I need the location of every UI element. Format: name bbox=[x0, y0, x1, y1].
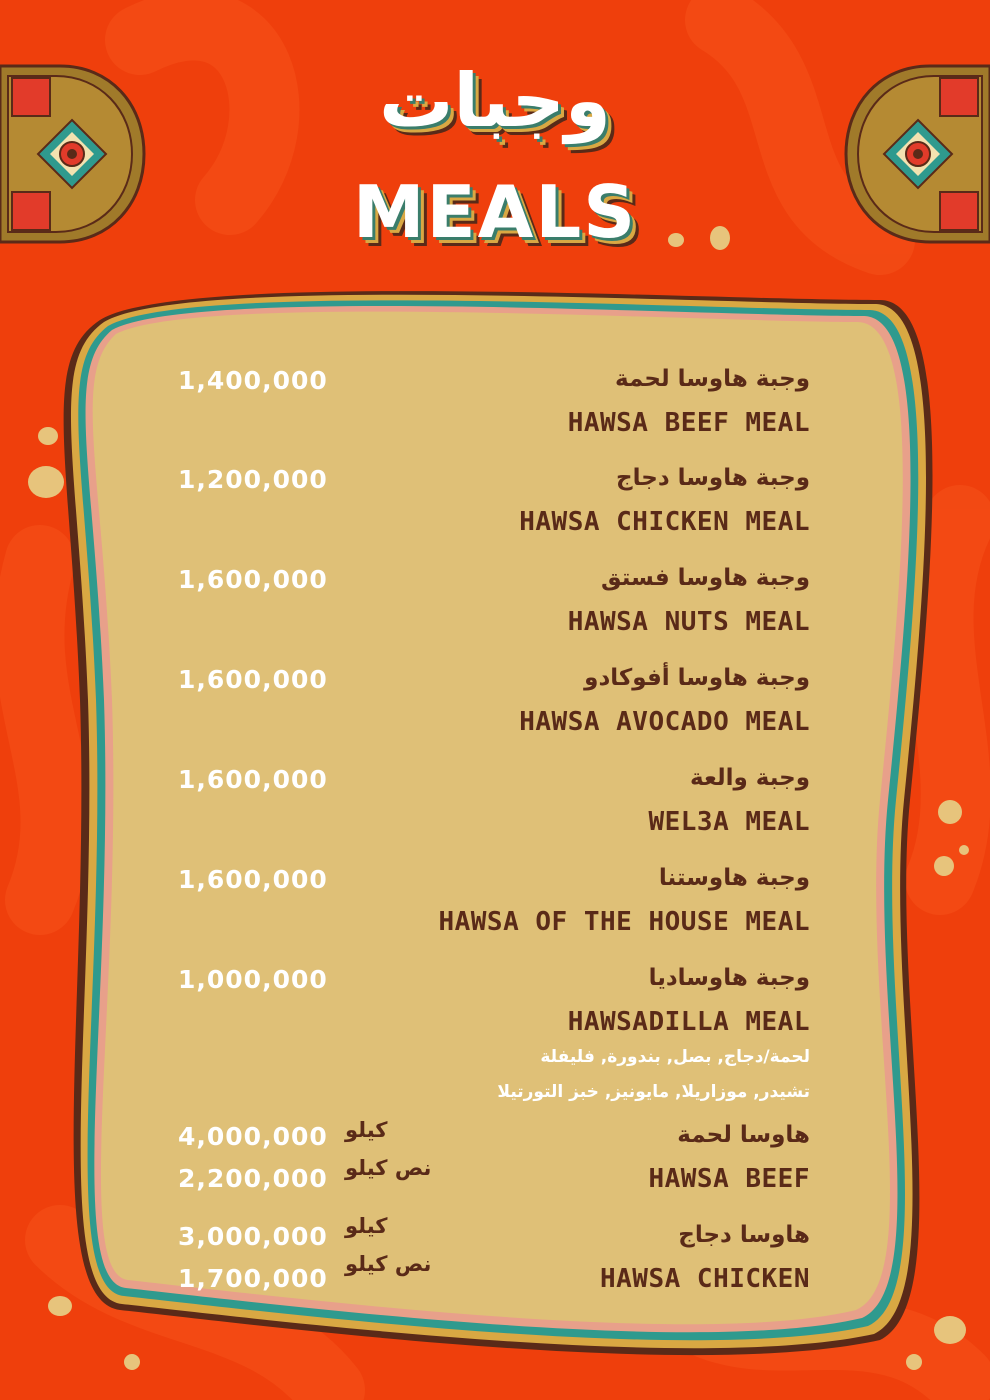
item-price: 1,200,000 bbox=[178, 465, 328, 494]
item-name-arabic: وجبة هاوستنا bbox=[658, 865, 810, 891]
kilo-price: 3,000,000 bbox=[178, 1222, 328, 1251]
item-price: 1,600,000 bbox=[178, 865, 328, 894]
item-name-english: HAWSA CHICKEN bbox=[600, 1264, 810, 1294]
half-kilo-price: 2,200,000 bbox=[178, 1164, 328, 1193]
half-kilo-label: نص كيلو bbox=[345, 1156, 432, 1180]
item-name-english: HAWSADILLA MEAL bbox=[567, 1007, 810, 1037]
item-name-arabic: وجبة هاوسا دجاج bbox=[616, 465, 810, 491]
item-name-english: WEL3A MEAL bbox=[648, 807, 810, 837]
item-name-english: HAWSA BEEF bbox=[648, 1164, 810, 1194]
item-description: تشيدر, موزاريلا, مايونيز, خبز التورتيلا bbox=[497, 1082, 810, 1102]
page-title-english: MEALS bbox=[352, 170, 638, 254]
item-price: 1,600,000 bbox=[178, 565, 328, 594]
kilo-price: 4,000,000 bbox=[178, 1122, 328, 1151]
half-kilo-price: 1,700,000 bbox=[178, 1264, 328, 1293]
item-description: لحمة/دجاج, بصل, بندورة, فليفلة bbox=[540, 1047, 810, 1067]
item-name-arabic: هاوسا دجاج bbox=[678, 1222, 810, 1248]
item-price: 1,600,000 bbox=[178, 665, 328, 694]
item-price: 1,000,000 bbox=[178, 965, 328, 994]
item-name-english: HAWSA CHICKEN MEAL bbox=[519, 507, 810, 537]
item-name-arabic: وجبة والعة bbox=[690, 765, 810, 791]
kilo-label: كيلو bbox=[345, 1118, 388, 1142]
item-name-english: HAWSA AVOCADO MEAL bbox=[519, 707, 810, 737]
item-name-arabic: وجبة هاوساديا bbox=[648, 965, 810, 991]
half-kilo-label: نص كيلو bbox=[345, 1252, 432, 1276]
item-price: 1,400,000 bbox=[178, 366, 328, 395]
page-title-arabic: وجبات bbox=[379, 58, 611, 144]
item-price: 1,600,000 bbox=[178, 765, 328, 794]
item-name-arabic: هاوسا لحمة bbox=[677, 1122, 810, 1148]
kilo-label: كيلو bbox=[345, 1214, 388, 1238]
item-name-english: HAWSA OF THE HOUSE MEAL bbox=[438, 907, 810, 937]
item-name-arabic: وجبة هاوسا فستق bbox=[601, 565, 810, 591]
item-name-arabic: وجبة هاوسا لحمة bbox=[615, 366, 810, 392]
item-name-english: HAWSA NUTS MEAL bbox=[567, 607, 810, 637]
item-name-english: HAWSA BEEF MEAL bbox=[567, 408, 810, 438]
item-name-arabic: وجبة هاوسا أفوكادو bbox=[584, 665, 810, 691]
